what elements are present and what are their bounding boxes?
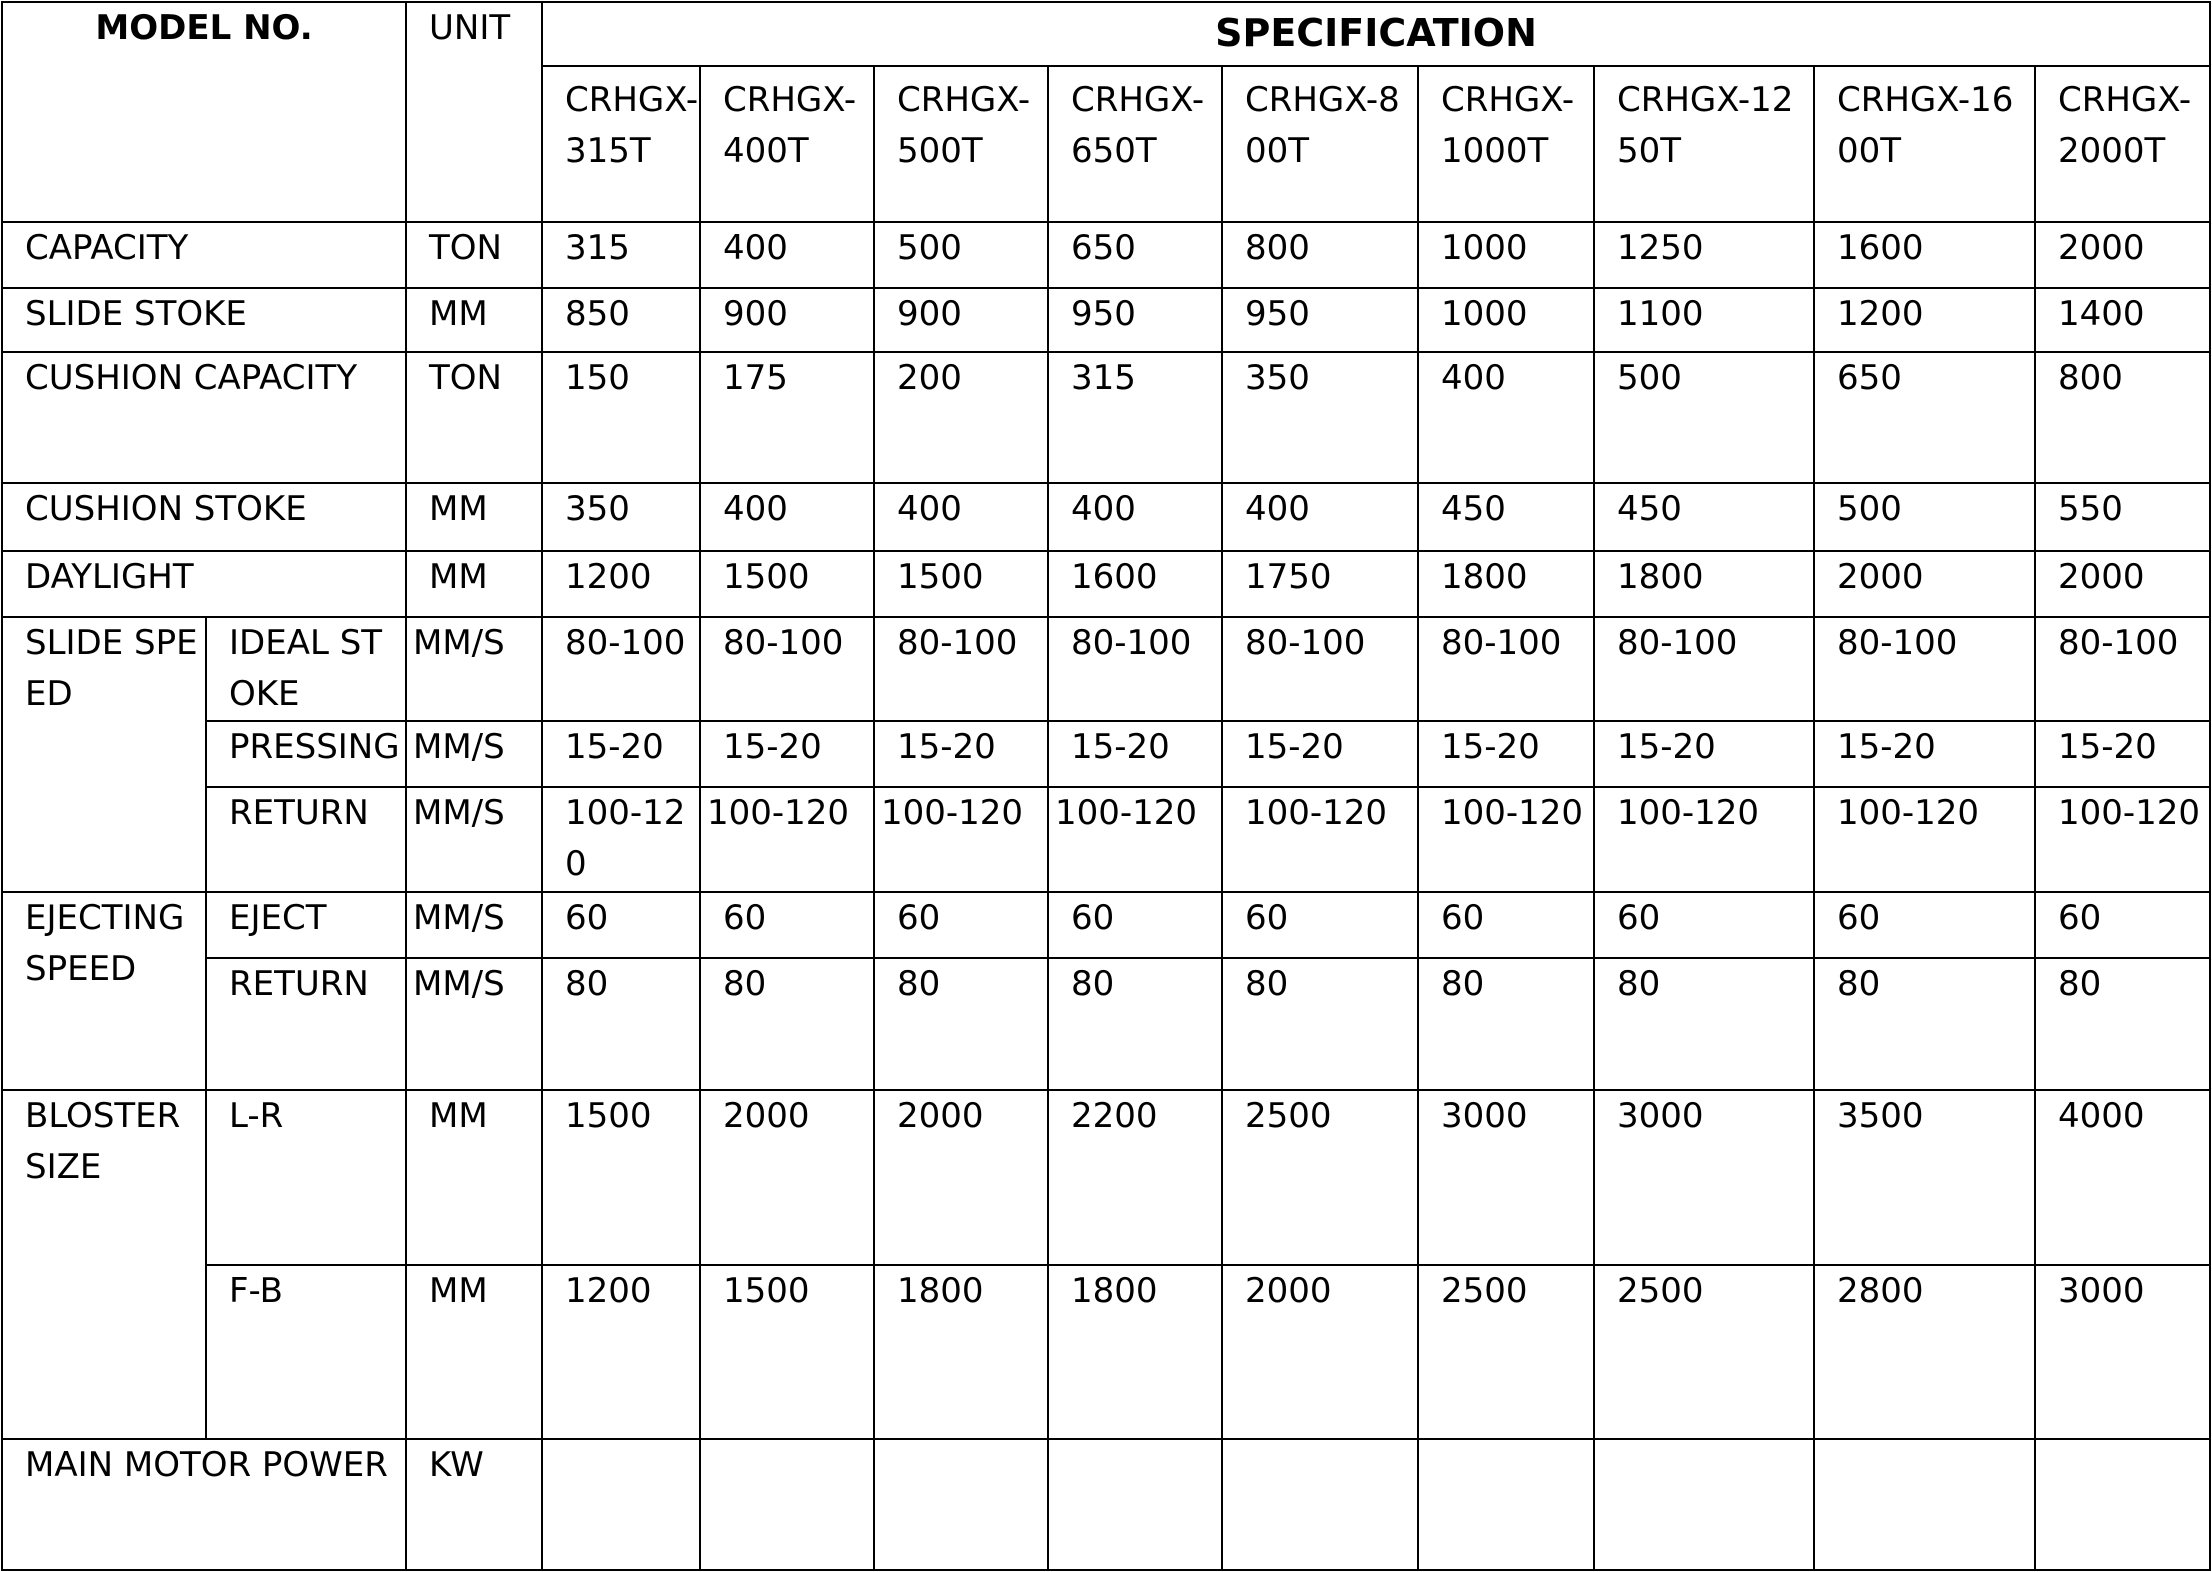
value-cell: 315 [1048, 352, 1222, 482]
value-cell: 80 [542, 958, 700, 1090]
value-cell: 1250 [1594, 222, 1814, 288]
value-cell: 900 [700, 288, 874, 352]
row-main-motor-power [2, 1439, 2210, 1570]
value-cell [1594, 1439, 1814, 1570]
value-cell: 100-120 [700, 787, 874, 891]
value-cell: 15-20 [874, 721, 1048, 787]
row-cushion-capacity [2, 352, 2210, 482]
value-cell: 80-100 [1048, 617, 1222, 721]
row-ejecting-eject [2, 892, 2210, 958]
value-cell: 100-120 [1814, 787, 2035, 891]
value-cell: 15-20 [1594, 721, 1814, 787]
value-cell: 80 [2035, 958, 2210, 1090]
unit-cell: MM [406, 288, 542, 352]
value-cell [874, 1439, 1048, 1570]
value-cell: 15-20 [700, 721, 874, 787]
model-cell: CRHGX-315T [542, 66, 700, 221]
value-cell: 80 [700, 958, 874, 1090]
row-label: CUSHION CAPACITY [2, 352, 406, 482]
value-cell [1048, 1439, 1222, 1570]
value-cell: 315 [542, 222, 700, 288]
value-cell: 2000 [700, 1090, 874, 1265]
value-cell: 650 [1048, 222, 1222, 288]
value-cell: 15-20 [2035, 721, 2210, 787]
unit-cell: TON [406, 222, 542, 288]
spec-table [1, 1, 2211, 1571]
value-cell: 80 [1418, 958, 1594, 1090]
sub-label: EJECT [206, 892, 406, 958]
value-cell: 150 [542, 352, 700, 482]
value-cell: 400 [700, 483, 874, 551]
value-cell: 400 [1048, 483, 1222, 551]
value-cell: 1750 [1222, 551, 1418, 617]
value-cell: 2200 [1048, 1090, 1222, 1265]
row-daylight [2, 551, 2210, 617]
row-slide-stroke [2, 288, 2210, 352]
unit-cell: MM/S [406, 958, 542, 1090]
row-label: CAPACITY [2, 222, 406, 288]
model-cell: CRHGX-1600T [1814, 66, 2035, 221]
value-cell: 2000 [874, 1090, 1048, 1265]
value-cell: 500 [1594, 352, 1814, 482]
value-cell: 100-120 [2035, 787, 2210, 891]
value-cell: 60 [1814, 892, 2035, 958]
value-cell: 1800 [874, 1265, 1048, 1440]
value-cell: 1600 [1814, 222, 2035, 288]
value-cell: 80-100 [2035, 617, 2210, 721]
value-cell: 4000 [2035, 1090, 2210, 1265]
unit-cell: KW [406, 1439, 542, 1570]
value-cell: 15-20 [542, 721, 700, 787]
value-cell: 3000 [1418, 1090, 1594, 1265]
value-cell: 400 [700, 222, 874, 288]
unit-cell: MM/S [406, 892, 542, 958]
value-cell: 1200 [542, 1265, 700, 1440]
sub-label: PRESSING [206, 721, 406, 787]
group-label: BLOSTER SIZE [2, 1090, 206, 1439]
value-cell: 400 [1418, 352, 1594, 482]
unit-cell: MM/S [406, 787, 542, 891]
value-cell: 1200 [542, 551, 700, 617]
value-cell: 550 [2035, 483, 2210, 551]
unit-cell: MM [406, 483, 542, 551]
value-cell: 900 [874, 288, 1048, 352]
row-label: SLIDE STOKE [2, 288, 406, 352]
unit-cell: MM/S [406, 721, 542, 787]
table-body [2, 2, 2210, 1570]
value-cell: 80-100 [542, 617, 700, 721]
model-cell: CRHGX-500T [874, 66, 1048, 221]
model-cell: CRHGX-1250T [1594, 66, 1814, 221]
value-cell: 175 [700, 352, 874, 482]
value-cell: 60 [1418, 892, 1594, 958]
model-cell: CRHGX-400T [700, 66, 874, 221]
unit-cell: MM [406, 1090, 542, 1265]
value-cell: 2800 [1814, 1265, 2035, 1440]
value-cell: 2000 [2035, 222, 2210, 288]
value-cell: 80-100 [1594, 617, 1814, 721]
value-cell: 80 [1594, 958, 1814, 1090]
row-label: MAIN MOTOR POWER [2, 1439, 406, 1570]
sub-label: F-B [206, 1265, 406, 1440]
value-cell: 3000 [2035, 1265, 2210, 1440]
value-cell: 650 [1814, 352, 2035, 482]
value-cell: 60 [700, 892, 874, 958]
unit-cell: MM/S [406, 617, 542, 721]
value-cell: 60 [542, 892, 700, 958]
unit-header: UNIT [406, 2, 542, 222]
sub-label: L-R [206, 1090, 406, 1265]
value-cell: 1500 [874, 551, 1048, 617]
sub-label: RETURN [206, 958, 406, 1090]
value-cell: 1200 [1814, 288, 2035, 352]
group-label: EJECTING SPEED [2, 892, 206, 1091]
value-cell: 1500 [542, 1090, 700, 1265]
value-cell: 15-20 [1048, 721, 1222, 787]
value-cell: 950 [1048, 288, 1222, 352]
model-cell: CRHGX-1000T [1418, 66, 1594, 221]
value-cell: 60 [874, 892, 1048, 958]
header-row [2, 2, 2210, 66]
value-cell: 800 [1222, 222, 1418, 288]
unit-cell: MM [406, 1265, 542, 1440]
value-cell: 3500 [1814, 1090, 2035, 1265]
value-cell: 100-120 [874, 787, 1048, 891]
value-cell: 2500 [1418, 1265, 1594, 1440]
value-cell: 1000 [1418, 222, 1594, 288]
value-cell [1222, 1439, 1418, 1570]
value-cell: 100-120 [1418, 787, 1594, 891]
value-cell: 500 [1814, 483, 2035, 551]
value-cell: 100-120 [1048, 787, 1222, 891]
model-no-header: MODEL NO. [2, 2, 406, 222]
value-cell: 850 [542, 288, 700, 352]
row-slide-speed-ideal [2, 617, 2210, 721]
value-cell: 1100 [1594, 288, 1814, 352]
group-label: SLIDE SPEED [2, 617, 206, 892]
value-cell: 1600 [1048, 551, 1222, 617]
value-cell: 80 [1222, 958, 1418, 1090]
value-cell: 80-100 [700, 617, 874, 721]
value-cell: 3000 [1594, 1090, 1814, 1265]
value-cell: 60 [1222, 892, 1418, 958]
unit-cell: MM [406, 551, 542, 617]
value-cell: 80-100 [1222, 617, 1418, 721]
sub-label: IDEAL STOKE [206, 617, 406, 721]
value-cell: 80 [1814, 958, 2035, 1090]
value-cell: 80-100 [874, 617, 1048, 721]
value-cell: 350 [542, 483, 700, 551]
value-cell: 500 [874, 222, 1048, 288]
value-cell [1418, 1439, 1594, 1570]
value-cell: 400 [1222, 483, 1418, 551]
value-cell: 1800 [1418, 551, 1594, 617]
value-cell: 2500 [1222, 1090, 1418, 1265]
value-cell [700, 1439, 874, 1570]
value-cell: 400 [874, 483, 1048, 551]
row-slide-speed-return [2, 787, 2210, 891]
value-cell: 2000 [2035, 551, 2210, 617]
value-cell: 1500 [700, 551, 874, 617]
value-cell: 2000 [1222, 1265, 1418, 1440]
row-cushion-stroke [2, 483, 2210, 551]
value-cell: 60 [2035, 892, 2210, 958]
value-cell: 800 [2035, 352, 2210, 482]
value-cell: 1000 [1418, 288, 1594, 352]
value-cell [1814, 1439, 2035, 1570]
value-cell: 2000 [1814, 551, 2035, 617]
value-cell: 15-20 [1418, 721, 1594, 787]
value-cell [2035, 1439, 2210, 1570]
value-cell: 60 [1048, 892, 1222, 958]
row-label: CUSHION STOKE [2, 483, 406, 551]
value-cell: 200 [874, 352, 1048, 482]
specification-header: SPECIFICATION [542, 2, 2210, 66]
value-cell: 100-120 [1594, 787, 1814, 891]
value-cell: 450 [1418, 483, 1594, 551]
value-cell: 15-20 [1814, 721, 2035, 787]
unit-cell: TON [406, 352, 542, 482]
value-cell: 80-100 [1418, 617, 1594, 721]
row-capacity [2, 222, 2210, 288]
row-label: DAYLIGHT [2, 551, 406, 617]
model-cell: CRHGX-800T [1222, 66, 1418, 221]
value-cell [542, 1439, 700, 1570]
value-cell: 60 [1594, 892, 1814, 958]
value-cell: 15-20 [1222, 721, 1418, 787]
value-cell: 1400 [2035, 288, 2210, 352]
value-cell: 80 [874, 958, 1048, 1090]
model-cell: CRHGX-650T [1048, 66, 1222, 221]
value-cell: 2500 [1594, 1265, 1814, 1440]
sub-label: RETURN [206, 787, 406, 891]
value-cell: 80 [1048, 958, 1222, 1090]
row-slide-speed-pressing [2, 721, 2210, 787]
model-cell: CRHGX-2000T [2035, 66, 2210, 221]
value-cell: 1800 [1594, 551, 1814, 617]
value-cell: 1500 [700, 1265, 874, 1440]
value-cell: 100-120 [542, 787, 700, 891]
value-cell: 100-120 [1222, 787, 1418, 891]
value-cell: 350 [1222, 352, 1418, 482]
row-ejecting-return [2, 958, 2210, 1090]
row-bolster-lr [2, 1090, 2210, 1265]
row-bolster-fb [2, 1265, 2210, 1440]
value-cell: 80-100 [1814, 617, 2035, 721]
value-cell: 450 [1594, 483, 1814, 551]
value-cell: 1800 [1048, 1265, 1222, 1440]
value-cell: 950 [1222, 288, 1418, 352]
